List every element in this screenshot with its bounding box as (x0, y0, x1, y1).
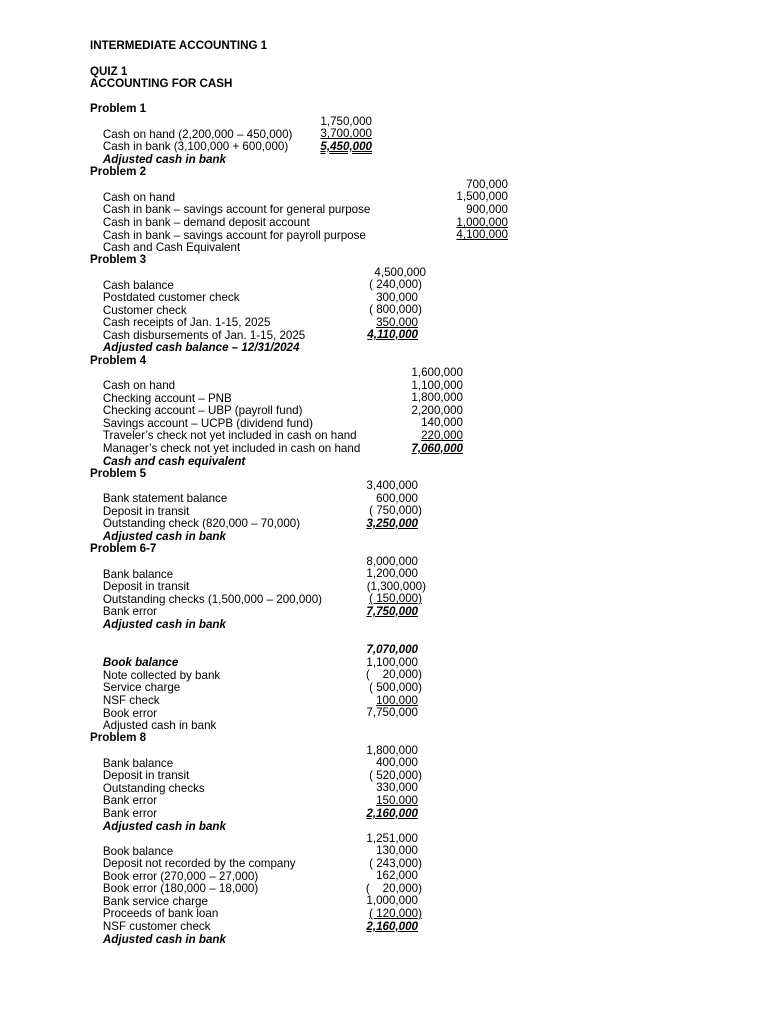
row-label: Bank error (102, 605, 158, 618)
row-value: 130,000 (376, 844, 418, 857)
row-label: Postdated customer check (102, 291, 240, 304)
row-label: Adjusted cash balance – 12/31/2024 (102, 341, 300, 354)
row-value: 220,000 (421, 429, 463, 442)
row-value: 400,000 (376, 756, 418, 769)
row-label: NSF customer check (102, 920, 211, 933)
row-label: Bank service charge (102, 895, 208, 908)
row-label: Bank error (102, 807, 158, 820)
row-value: ( 120,000) (369, 907, 422, 920)
row-label: Outstanding check (820,000 – 70,000) (102, 517, 301, 530)
row-value: 300,000 (376, 291, 418, 304)
row-value: 2,160,000 (366, 920, 418, 933)
row-value: 1,251,000 (366, 832, 418, 845)
row-value: 700,000 (466, 178, 508, 191)
row-label: Cash on hand (102, 379, 176, 392)
row-value: (1,300,000) (366, 580, 426, 593)
row-label: Bank balance (102, 757, 174, 770)
row-value: 1,600,000 (411, 366, 463, 379)
row-value: 7,070,000 (366, 643, 418, 656)
row-label: Cash and Cash Equivalent (102, 241, 241, 254)
row-value: 1,500,000 (456, 190, 508, 203)
row-label: Adjusted cash in bank (102, 153, 226, 166)
row-label: Cash receipts of Jan. 1-15, 2025 (102, 316, 271, 329)
row-label: Book error (270,000 – 27,000) (102, 870, 259, 883)
row-label: Adjusted cash in bank (102, 530, 226, 543)
row-label: Traveler’s check not yet included in cash on hand (102, 429, 357, 442)
row-value: 1,000,000 (366, 894, 418, 907)
row-value: ( 150,000) (369, 592, 422, 605)
quiz-title: QUIZ 1 (90, 65, 128, 78)
row-label: Deposit not recorded by the company (102, 857, 296, 870)
problem-4-title: Problem 4 (90, 354, 147, 367)
row-value: ( 240,000) (369, 278, 422, 291)
row-label: Cash in bank (3,100,000 + 600,000) (102, 140, 289, 153)
row-value: 1,750,000 (320, 115, 372, 128)
row-value: 900,000 (466, 203, 508, 216)
row-value: 2,200,000 (411, 404, 463, 417)
row-label: Deposit in transit (102, 505, 190, 518)
problem-6-7-total (90, 605, 418, 631)
row-label: Bank statement balance (102, 492, 228, 505)
row-label: Savings account – UCPB (dividend fund) (102, 417, 313, 430)
row-label: Adjusted cash in bank (102, 820, 226, 833)
row-label: Cash in bank – savings account for payroll purpose (102, 229, 366, 242)
row-value: ( 750,000) (369, 504, 422, 517)
topic-title: ACCOUNTING FOR CASH (90, 77, 233, 90)
problem-5-title: Problem 5 (90, 467, 147, 480)
problem-2-title: Problem 2 (90, 165, 147, 178)
row-label: Customer check (102, 304, 187, 317)
row-value: 7,060,000 (411, 442, 463, 455)
row-label: NSF check (102, 694, 160, 707)
row-value: 1,100,000 (366, 656, 418, 669)
row-value: 2,160,000 (366, 807, 418, 820)
row-label: Adjusted cash in bank (102, 618, 226, 631)
row-label: Book balance (102, 845, 174, 858)
row-label: Book error (180,000 – 18,000) (102, 882, 259, 895)
row-value: 1,800,000 (411, 391, 463, 404)
row-value: ( 20,000) (365, 882, 422, 895)
book-side-total (90, 920, 418, 946)
row-value: ( 243,000) (369, 857, 422, 870)
row-value: 350,000 (376, 316, 418, 329)
row-value: 7,750,000 (366, 706, 418, 719)
row-value: 150,000 (376, 794, 418, 807)
row-label: Book error (102, 707, 158, 720)
problem-1-title: Problem 1 (90, 102, 147, 115)
row-value: 8,000,000 (366, 555, 418, 568)
row-value: 5,450,000 (320, 140, 372, 153)
row-value: 1,000,000 (456, 216, 508, 229)
row-label: Bank error (102, 794, 158, 807)
row-label: Cash in bank – savings account for general purpose (102, 203, 371, 216)
row-label: Cash balance (102, 279, 174, 292)
row-label: Cash in bank – demand deposit account (102, 216, 310, 229)
row-value: 600,000 (376, 492, 418, 505)
row-label: Deposit in transit (102, 769, 190, 782)
row-label: Service charge (102, 681, 181, 694)
row-value: 162,000 (376, 869, 418, 882)
course-title: INTERMEDIATE ACCOUNTING 1 (90, 39, 268, 52)
row-value: ( 20,000) (365, 668, 422, 681)
row-label: Cash on hand (2,200,000 – 450,000) (102, 128, 293, 141)
row-label: Manager’s check not yet included in cash on hand (102, 442, 361, 455)
problem-8-total (90, 807, 418, 833)
row-value: 3,700,000 (320, 127, 372, 140)
row-label: Checking account – UBP (payroll fund) (102, 404, 303, 417)
row-value: 140,000 (421, 416, 463, 429)
row-label: Checking account – PNB (102, 392, 232, 405)
row-value: ( 520,000) (369, 769, 422, 782)
row-value: 3,250,000 (366, 517, 418, 530)
problem-1-total (90, 140, 372, 166)
problem-8-title: Problem 8 (90, 731, 147, 744)
row-label: Outstanding checks (102, 782, 205, 795)
row-label: Deposit in transit (102, 580, 190, 593)
row-label: Note collected by bank (102, 669, 221, 682)
row-value: ( 800,000) (369, 303, 422, 316)
row-label: Bank balance (102, 568, 174, 581)
problem-3-total (90, 328, 418, 354)
row-value: 3,400,000 (366, 479, 418, 492)
problem-3-title: Problem 3 (90, 253, 147, 266)
row-label: Adjusted cash in bank (102, 719, 217, 732)
row-label: Proceeds of bank loan (102, 907, 219, 920)
row-value: 1,200,000 (366, 567, 418, 580)
row-value: 1,100,000 (411, 379, 463, 392)
row-value: 1,800,000 (366, 744, 418, 757)
row-label: Adjusted cash in bank (102, 933, 226, 946)
row-value: 4,110,000 (367, 328, 418, 341)
problem-5-total (90, 517, 418, 543)
book-side-total (90, 706, 418, 732)
row-label: Cash on hand (102, 191, 176, 204)
row-label: Cash and cash equivalent (102, 455, 246, 468)
row-label: Outstanding checks (1,500,000 – 200,000) (102, 593, 323, 606)
problem-6-7-title: Problem 6-7 (90, 542, 157, 555)
row-value: 4,100,000 (456, 228, 508, 241)
row-value: 4,500,000 (374, 266, 426, 279)
problem-4-total (90, 442, 463, 468)
row-label: Cash disbursements of Jan. 1-15, 2025 (102, 329, 306, 342)
row-value: 100,000 (376, 694, 418, 707)
row-value: 330,000 (376, 781, 418, 794)
row-label: Book balance (102, 656, 179, 669)
row-value: ( 500,000) (369, 681, 422, 694)
row-value: 7,750,000 (366, 605, 418, 618)
